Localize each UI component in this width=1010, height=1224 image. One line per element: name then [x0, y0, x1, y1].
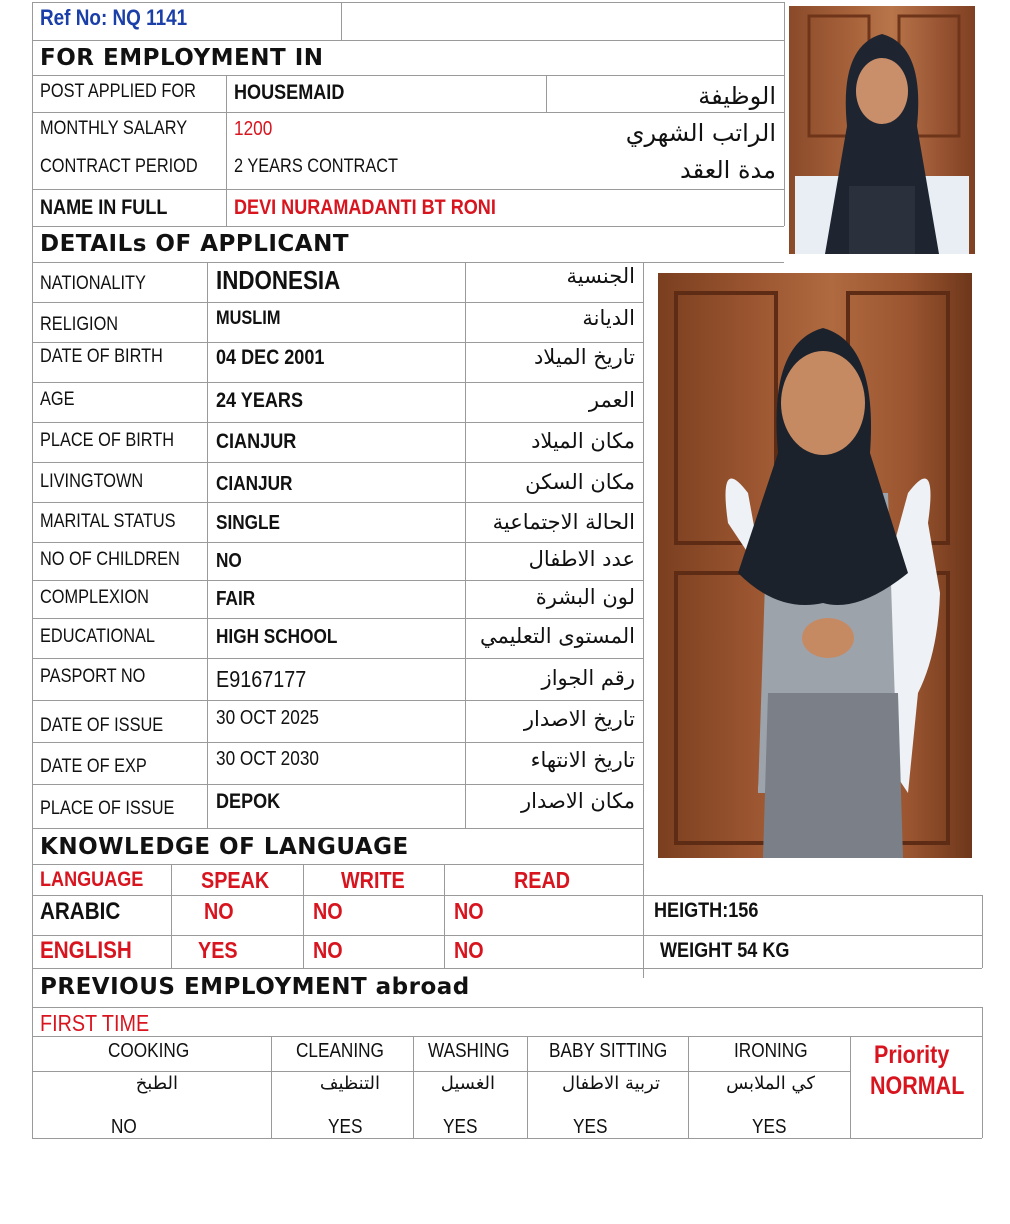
contract-label: CONTRACT PERIOD	[40, 156, 198, 177]
skill-babysitting-arabic: تربية الاطفال	[561, 1073, 660, 1094]
rule	[32, 112, 784, 113]
rule	[32, 2, 784, 3]
issue-date-label: DATE OF ISSUE	[40, 715, 164, 736]
nationality-label: NATIONALITY	[40, 273, 146, 294]
ref-number: Ref No: NQ 1141	[40, 5, 188, 30]
priority-value: NORMAL	[870, 1072, 965, 1100]
religion-label: RELIGION	[40, 314, 119, 335]
marital-arabic: الحالة الاجتماعية	[492, 510, 635, 534]
issue-place-arabic: مكان الاصدار	[521, 789, 635, 813]
rule	[413, 1036, 414, 1138]
skill-babysitting-label: BABY SITTING	[549, 1040, 668, 1062]
rule	[32, 742, 643, 743]
height-value: HEIGTH:156	[654, 899, 759, 922]
rule	[32, 580, 643, 581]
arabic-speak: NO	[204, 898, 234, 924]
age-arabic: العمر	[588, 388, 635, 412]
previous-heading: PREVIOUS EMPLOYMENT abroad	[40, 974, 470, 1000]
livingtown-label: LIVINGTOWN	[40, 471, 144, 492]
passport-value: E9167177	[216, 666, 307, 692]
rule	[32, 342, 643, 343]
marital-value: SINGLE	[216, 512, 281, 534]
dob-arabic: تاريخ الميلاد	[533, 345, 635, 369]
rule	[32, 502, 643, 503]
age-value: 24 YEARS	[216, 389, 304, 412]
pob-value: CIANJUR	[216, 430, 297, 453]
dob-value: 04 DEC 2001	[216, 346, 325, 369]
exp-date-arabic: تاريخ الانتهاء	[530, 748, 635, 772]
priority-label: Priority	[874, 1041, 950, 1069]
rule	[32, 262, 784, 263]
rule	[784, 2, 785, 226]
post-arabic: الوظيفة	[698, 82, 776, 110]
applicant-photo-large	[658, 273, 972, 858]
rule	[32, 1071, 850, 1072]
contract-value: 2 YEARS CONTRACT	[234, 156, 399, 177]
complexion-value: FAIR	[216, 588, 256, 610]
exp-date-value: 30 OCT 2030	[216, 748, 319, 770]
rule	[32, 658, 643, 659]
skill-washing-arabic: الغسيل	[440, 1073, 495, 1094]
arabic-language: ARABIC	[40, 898, 121, 925]
education-value: HIGH SCHOOL	[216, 626, 338, 648]
rule	[32, 75, 784, 76]
rule	[32, 226, 784, 227]
skill-cleaning-arabic: التنظيف	[319, 1073, 380, 1094]
nationality-value: INDONESIA	[216, 265, 341, 295]
passport-arabic: رقم الجواز	[541, 666, 635, 690]
applicant-portrait-large	[658, 273, 972, 858]
salary-label: MONTHLY SALARY	[40, 118, 188, 139]
rule	[32, 462, 643, 463]
applicant-photo-small	[789, 6, 975, 254]
speak-col-header: SPEAK	[201, 867, 270, 893]
issue-date-arabic: تاريخ الاصدار	[523, 707, 635, 731]
arabic-write: NO	[313, 898, 343, 924]
issue-place-value: DEPOK	[216, 790, 281, 813]
rule	[171, 864, 172, 968]
details-heading: DETAILs OF APPLICANT	[40, 231, 350, 257]
contract-arabic: مدة العقد	[680, 156, 776, 184]
skill-ironing-label: IRONING	[734, 1040, 808, 1062]
exp-date-label: DATE OF EXP	[40, 756, 147, 777]
applicant-portrait-small	[789, 6, 975, 254]
rule	[465, 262, 466, 828]
rule	[32, 189, 784, 190]
skill-cleaning-label: CLEANING	[296, 1040, 384, 1062]
rule	[688, 1036, 689, 1138]
livingtown-arabic: مكان السكن	[525, 470, 635, 494]
rule	[226, 75, 227, 226]
age-label: AGE	[40, 389, 75, 410]
rule	[32, 2, 33, 226]
rule	[32, 864, 643, 865]
children-arabic: عدد الاطفال	[528, 547, 635, 571]
language-heading: KNOWLEDGE OF LANGUAGE	[40, 834, 409, 860]
rule	[32, 618, 643, 619]
skill-ironing-value: YES	[752, 1116, 787, 1138]
english-speak: YES	[198, 937, 238, 963]
skill-washing-value: YES	[443, 1116, 478, 1138]
english-write: NO	[313, 937, 343, 963]
children-value: NO	[216, 550, 242, 572]
children-label: NO OF CHILDREN	[40, 549, 180, 570]
rule	[303, 864, 304, 968]
rule	[32, 1138, 982, 1139]
arabic-read: NO	[454, 898, 484, 924]
skill-ironing-arabic: كي الملابس	[726, 1073, 815, 1094]
language-col-header: LANGUAGE	[40, 868, 144, 891]
marital-label: MARITAL STATUS	[40, 511, 176, 532]
salary-value: 1200	[234, 118, 273, 140]
skill-babysitting-value: YES	[573, 1116, 608, 1138]
rule	[982, 1007, 983, 1138]
rule	[32, 784, 643, 785]
dob-label: DATE OF BIRTH	[40, 346, 163, 367]
post-value: HOUSEMAID	[234, 81, 345, 104]
religion-arabic: الديانة	[582, 306, 635, 330]
rule	[527, 1036, 528, 1138]
pob-label: PLACE OF BIRTH	[40, 430, 175, 451]
name-label: NAME IN FULL	[40, 196, 168, 219]
rule	[32, 700, 643, 701]
religion-value: MUSLIM	[216, 308, 281, 329]
rule	[32, 382, 643, 383]
rule	[32, 40, 784, 41]
issue-date-value: 30 OCT 2025	[216, 707, 319, 729]
rule	[207, 262, 208, 828]
rule	[32, 226, 33, 1139]
rule	[32, 968, 982, 969]
rule	[643, 262, 644, 978]
salary-arabic: الراتب الشهري	[625, 119, 776, 147]
rule	[32, 935, 982, 936]
livingtown-value: CIANJUR	[216, 473, 293, 495]
english-language: ENGLISH	[40, 937, 132, 964]
skill-cleaning-value: YES	[328, 1116, 363, 1138]
rule	[32, 302, 643, 303]
passport-label: PASPORT NO	[40, 666, 146, 687]
rule	[341, 2, 342, 40]
nationality-arabic: الجنسية	[566, 264, 635, 288]
english-read: NO	[454, 937, 484, 963]
name-value: DEVI NURAMADANTI BT RONI	[234, 196, 496, 219]
rule	[982, 895, 983, 968]
pob-arabic: مكان الميلاد	[531, 429, 635, 453]
skill-cooking-label: COOKING	[108, 1040, 190, 1062]
skill-cooking-arabic: الطبخ	[135, 1073, 178, 1094]
complexion-label: COMPLEXION	[40, 587, 149, 608]
write-col-header: WRITE	[341, 867, 405, 893]
education-arabic: المستوى التعليمي	[479, 624, 635, 648]
rule	[546, 75, 547, 112]
skill-cooking-value: NO	[111, 1116, 137, 1138]
weight-value: WEIGHT 54 KG	[660, 939, 790, 962]
post-label: POST APPLIED FOR	[40, 81, 196, 102]
complexion-arabic: لون البشرة	[535, 585, 635, 609]
rule	[32, 1007, 982, 1008]
rule	[850, 1036, 851, 1138]
skill-washing-label: WASHING	[428, 1040, 510, 1062]
previous-value: FIRST TIME	[40, 1010, 150, 1036]
rule	[32, 1036, 982, 1037]
education-label: EDUCATIONAL	[40, 626, 156, 647]
rule	[271, 1036, 272, 1138]
rule	[32, 422, 643, 423]
issue-place-label: PLACE OF ISSUE	[40, 798, 175, 819]
read-col-header: READ	[514, 867, 571, 893]
rule	[32, 895, 982, 896]
employment-heading: FOR EMPLOYMENT IN	[40, 45, 324, 71]
rule	[32, 542, 643, 543]
rule	[32, 828, 643, 829]
rule	[444, 864, 445, 968]
